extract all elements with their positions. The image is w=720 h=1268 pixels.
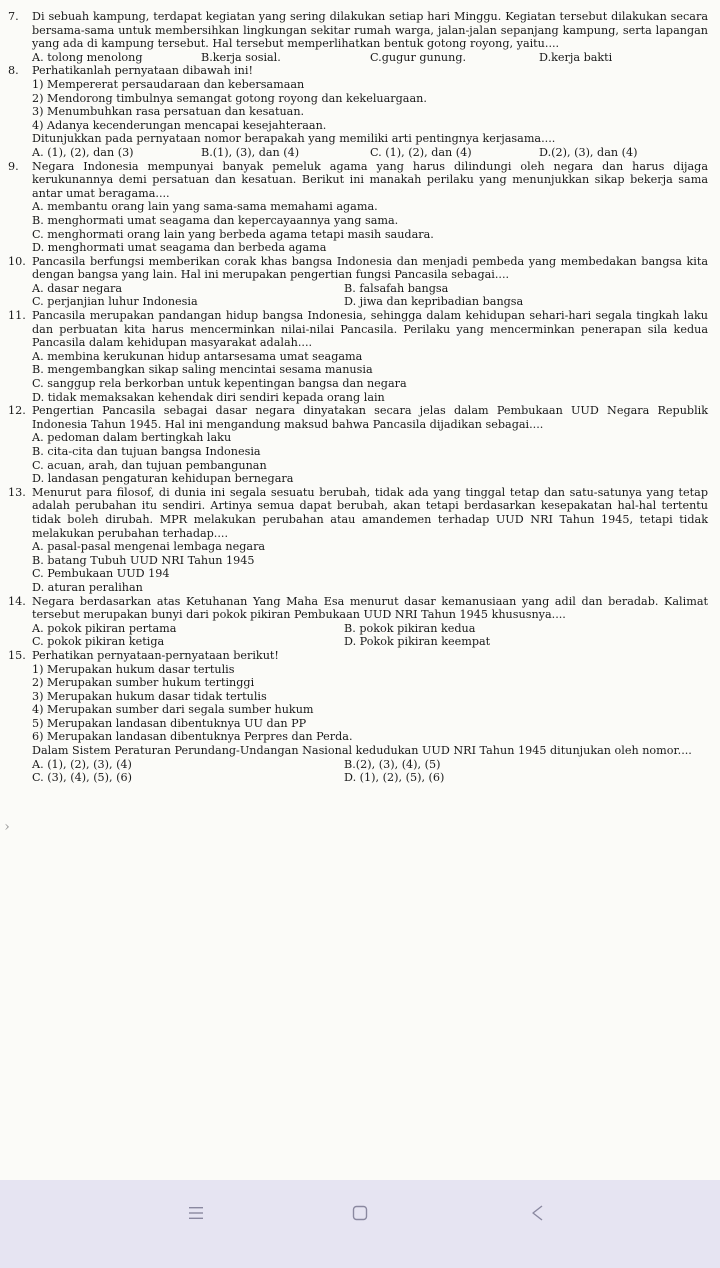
- option-c[interactable]: C. pokok pikiran ketiga: [32, 635, 165, 649]
- question-number: 8.: [8, 64, 19, 78]
- option-a[interactable]: A. membina kerukunan hidup antarsesama umat seagama: [32, 349, 363, 363]
- scroll-hint-icon[interactable]: ›: [4, 819, 10, 835]
- option-b[interactable]: B. mengembangkan sikap saling mencintai sesama manusia: [32, 363, 373, 377]
- question-12: [8, 404, 708, 486]
- statement: 1) Merupakan hukum dasar tertulis: [32, 662, 235, 676]
- back-icon: [528, 1203, 548, 1223]
- question-8: [8, 64, 708, 159]
- option-c[interactable]: C. perjanjian luhur Indonesia: [32, 295, 198, 309]
- option-d[interactable]: D.(2), (3), dan (4): [539, 145, 638, 159]
- question-number: 14.: [8, 594, 26, 608]
- question-text: Pancasila merupakan pandangan hidup bangsa Indonesia, sehingga dalam kehidupan sehari-hari segala tingkah laku dan perbuatan kita harus mencerminkan nilai-nilai Pancasila. Perilaku yang mencerminkan penerapan sila kedua Pancasila dalam kehidupan masyarakat adalah....: [32, 309, 708, 350]
- question-stem: Dalam Sistem Peraturan Perundang-Undangan Nasional kedudukan UUD NRI Tahun 1945 ditunjukan oleh nomor....: [32, 744, 692, 758]
- option-c[interactable]: C. (1), (2), dan (4): [370, 145, 472, 159]
- question-text: Perhatikanlah pernyataan dibawah ini!: [32, 64, 253, 78]
- option-b[interactable]: B.kerja sosial.: [201, 50, 281, 64]
- option-d[interactable]: D. jiwa dan kepribadian bangsa: [344, 295, 524, 309]
- question-15: [8, 649, 708, 785]
- home-icon: [350, 1203, 370, 1223]
- option-b[interactable]: B. cita-cita dan tujuan bangsa Indonesia: [32, 445, 261, 458]
- question-stem: Ditunjukkan pada pernyataan nomor berapakah yang memiliki arti pentingnya kerjasama....: [32, 132, 556, 146]
- question-number: 7.: [8, 10, 19, 23]
- option-c[interactable]: C. (3), (4), (5), (6): [32, 771, 132, 785]
- option-a[interactable]: A. dasar negara: [32, 281, 123, 295]
- statement: 6) Merupakan landasan dibentuknya Perpres dan Perda.: [32, 730, 353, 744]
- recent-apps-button[interactable]: [176, 1196, 216, 1230]
- question-text: Negara berdasarkan atas Ketuhanan Yang Maha Esa menurut dasar kemanusiaan yang adil dan beradab. Kalimat tersebut merupakan bunyi dari pokok pikiran Pembukaan UUD NRI Tahun 1945 khususnya....: [32, 594, 708, 622]
- question-text: Perhatikan pernyataan-pernyataan berikut!: [32, 648, 279, 662]
- statement: 1) Mempererat persaudaraan dan kebersamaan: [32, 77, 305, 91]
- option-a[interactable]: A. (1), (2), dan (3): [32, 145, 134, 159]
- option-a[interactable]: A. pedoman dalam bertingkah laku: [32, 431, 232, 445]
- question-11: [8, 309, 708, 404]
- back-button[interactable]: [518, 1196, 558, 1230]
- option-c[interactable]: C. sanggup rela berkorban untuk kepentingan bangsa dan negara: [32, 377, 407, 391]
- statement: 4) Adanya kecenderungan mencapai kesejahteraan.: [32, 118, 327, 132]
- option-b[interactable]: B.(1), (3), dan (4): [201, 145, 300, 159]
- question-13: [8, 486, 708, 595]
- option-d[interactable]: D. Pokok pikiran keempat: [344, 635, 491, 649]
- statement: 5) Merupakan landasan dibentuknya UU dan PP: [32, 716, 307, 730]
- question-number: 11.: [8, 309, 26, 323]
- question-10: [8, 255, 708, 309]
- option-d[interactable]: D. tidak memaksakan kehendak diri sendiri kepada orang lain: [32, 390, 385, 404]
- question-text: Di sebuah kampung, terdapat kegiatan yang sering dilakukan setiap hari Minggu. Kegiatan tersebut dilakukan secara bersama-sama untuk membersihkan lingkungan sekitar rumah warga, jalan-jalan sepanjang kampung, serta lapangan yang ada di kampung tersebut. Hal tersebut memperlihatkan bentuk gotong royong, yaitu....: [32, 10, 708, 51]
- statement: 2) Merupakan sumber hukum tertinggi: [32, 676, 255, 690]
- option-c[interactable]: C. Pembukaan UUD 194: [32, 567, 170, 581]
- option-a[interactable]: A. (1), (2), (3), (4): [32, 757, 132, 771]
- statement: 3) Menumbuhkan rasa persatuan dan kesatuan.: [32, 105, 305, 119]
- option-b[interactable]: B. falsafah bangsa: [344, 281, 449, 295]
- question-text: Pancasila berfungsi memberikan corak khas bangsa Indonesia dan menjadi pembeda yang membedakan bangsa kita dengan bangsa yang lain. Hal ini merupakan pengertian fungsi Pancasila sebagai....: [32, 254, 708, 282]
- option-d[interactable]: D. (1), (2), (5), (6): [344, 771, 445, 785]
- option-b[interactable]: B. batang Tubuh UUD NRI Tahun 1945: [32, 553, 255, 567]
- statement: 4) Merupakan sumber dari segala sumber hukum: [32, 703, 314, 717]
- option-d[interactable]: D. landasan pengaturan kehidupan bernegara: [32, 472, 294, 486]
- option-d[interactable]: D. aturan peralihan: [32, 580, 143, 594]
- recent-apps-icon: [186, 1203, 206, 1223]
- option-d[interactable]: D.kerja bakti: [539, 50, 613, 64]
- question-text: Negara Indonesia mempunyai banyak pemeluk agama yang harus dilindungi oleh negara dan harus dijaga kerukunannya demi persatuan dan kesatuan. Berikut ini manakah perilaku yang menunjukkan sikap bekerja sama antar umat beragama....: [32, 159, 708, 200]
- home-button[interactable]: [340, 1196, 380, 1230]
- question-text: Pengertian Pancasila sebagai dasar negara dinyatakan secara jelas dalam Pembukaan UUD Negara Republik Indonesia Tahun 1945. Hal ini mengandung maksud bahwa Pancasila dijadikan sebagai....: [32, 404, 708, 431]
- question-7: [8, 10, 708, 64]
- option-c[interactable]: C.gugur gunung.: [370, 50, 467, 64]
- question-9: [8, 160, 708, 255]
- option-c[interactable]: C. menghormati orang lain yang berbeda agama tetapi masih saudara.: [32, 227, 434, 241]
- statement: 3) Merupakan hukum dasar tidak tertulis: [32, 689, 267, 703]
- question-number: 9.: [8, 159, 19, 173]
- question-number: 10.: [8, 254, 26, 268]
- option-b[interactable]: B.(2), (3), (4), (5): [344, 757, 441, 771]
- question-number: 13.: [8, 485, 26, 499]
- question-14: [8, 595, 708, 649]
- option-a[interactable]: A. membantu orang lain yang sama-sama memahami agama.: [32, 200, 378, 214]
- statement: 2) Mendorong timbulnya semangat gotong royong dan kekeluargaan.: [32, 91, 427, 105]
- option-a[interactable]: A. pokok pikiran pertama: [32, 621, 177, 635]
- question-number: 15.: [8, 648, 26, 662]
- question-text: Menurut para filosof, di dunia ini segala sesuatu berubah, tidak ada yang tinggal tetap dan satu-satunya yang tetap adalah perubahan itu sendiri. Artinya semua dapat berubah, akan tetapi berdasarkan kesepakatan hal-hal tertentu tidak boleh dirubah. MPR melakukan perubahan atau amandemen terhadap UUD NRI Tahun 1945, tetapi tidak melakukan perubahan terhadap....: [32, 485, 708, 540]
- option-a[interactable]: A. tolong menolong: [32, 50, 143, 64]
- option-c[interactable]: C. acuan, arah, dan tujuan pembangunan: [32, 458, 267, 472]
- option-a[interactable]: A. pasal-pasal mengenai lembaga negara: [32, 540, 266, 554]
- option-b[interactable]: B. pokok pikiran kedua: [344, 621, 476, 635]
- option-b[interactable]: B. menghormati umat seagama dan kepercayaannya yang sama.: [32, 213, 399, 227]
- question-number: 12.: [8, 404, 26, 418]
- option-d[interactable]: D. menghormati umat seagama dan berbeda agama: [32, 241, 327, 255]
